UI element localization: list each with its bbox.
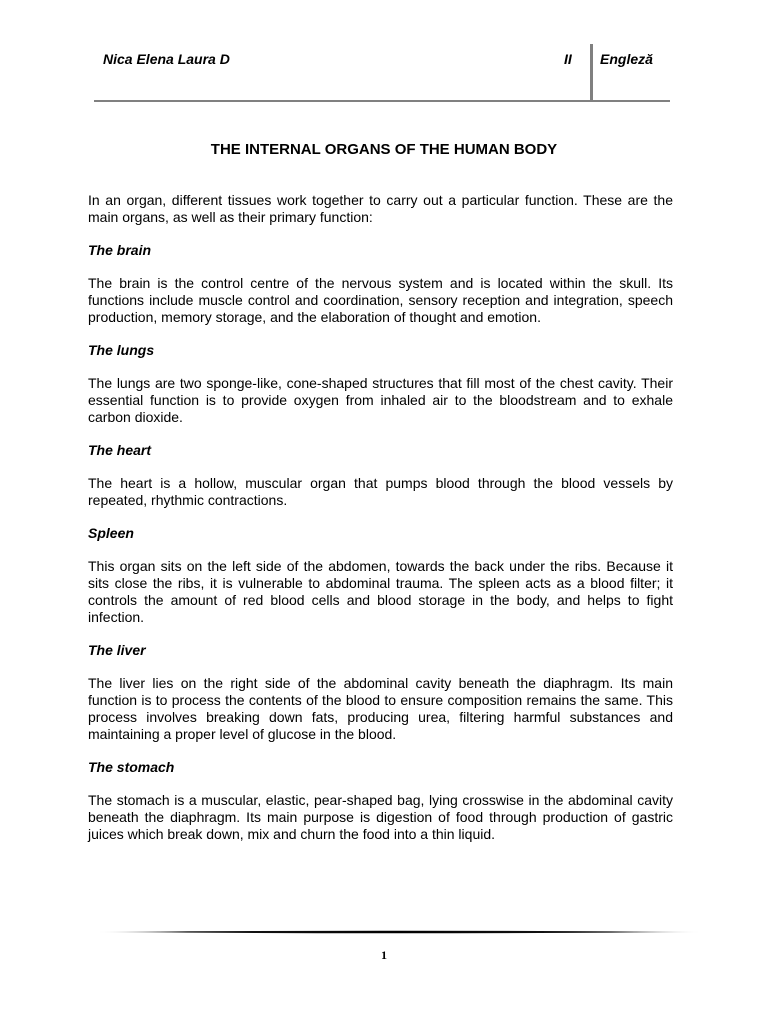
section-heading-heart: The heart: [88, 442, 152, 458]
section-heading-lungs: The lungs: [88, 342, 155, 358]
section-heading-liver: The liver: [88, 642, 146, 658]
subject-label: Engleză: [600, 51, 653, 67]
section-text-lungs: The lungs are two sponge-like, cone-shaped structures that fill most of the chest cavity. Their essential function is to provide oxygen from inhaled air to the bloodstream and to exhale carbon dioxide.: [88, 375, 673, 425]
section-heading-stomach: The stomach: [88, 759, 175, 775]
intro-paragraph: In an organ, different tissues work together to carry out a particular function. These are the main organs, as well as their primary function:: [88, 192, 673, 225]
section-text-liver: The liver lies on the right side of the abdominal cavity beneath the diaphragm. Its main function is to process the contents of the blood to ensure composition remains the same. This process involves breaking down fats, producing urea, filtering harmful substances and maintaining a proper level of glucose in the blood.: [88, 675, 673, 742]
class-group: II: [564, 51, 572, 67]
page-number: 1: [381, 948, 387, 962]
section-text-brain: The brain is the control centre of the nervous system and is located within the skull. Its functions include muscle control and coordination, sensory reception and integration, speech production, memory storage, and the elaboration of thought and emotion.: [88, 275, 673, 325]
section-heading-spleen: Spleen: [88, 525, 134, 541]
header-vertical-divider: [590, 44, 593, 102]
page-header: [94, 44, 670, 102]
document-body: [88, 192, 673, 859]
header-horizontal-divider: [94, 100, 670, 102]
section-heading-brain: The brain: [88, 242, 152, 258]
document-title: THE INTERNAL ORGANS OF THE HUMAN BODY: [210, 141, 558, 158]
section-text-heart: The heart is a hollow, muscular organ that pumps blood through the blood vessels by repeated, rhythmic contractions.: [88, 475, 673, 508]
section-text-stomach: The stomach is a muscular, elastic, pear-shaped bag, lying crosswise in the abdominal cavity beneath the diaphragm. Its main purpose is digestion of food through production of gastric juices which break down, mix and churn the food into a thin liquid.: [88, 792, 673, 842]
section-text-spleen: This organ sits on the left side of the abdomen, towards the back under the ribs. Because it sits close the ribs, it is vulnerable to abdominal trauma. The spleen acts as a blood filter; it controls the amount of red blood cells and blood storage in the body, and helps to fight infection.: [88, 558, 673, 625]
author-name: Nica Elena Laura D: [103, 51, 230, 67]
footer-divider: [96, 930, 702, 934]
